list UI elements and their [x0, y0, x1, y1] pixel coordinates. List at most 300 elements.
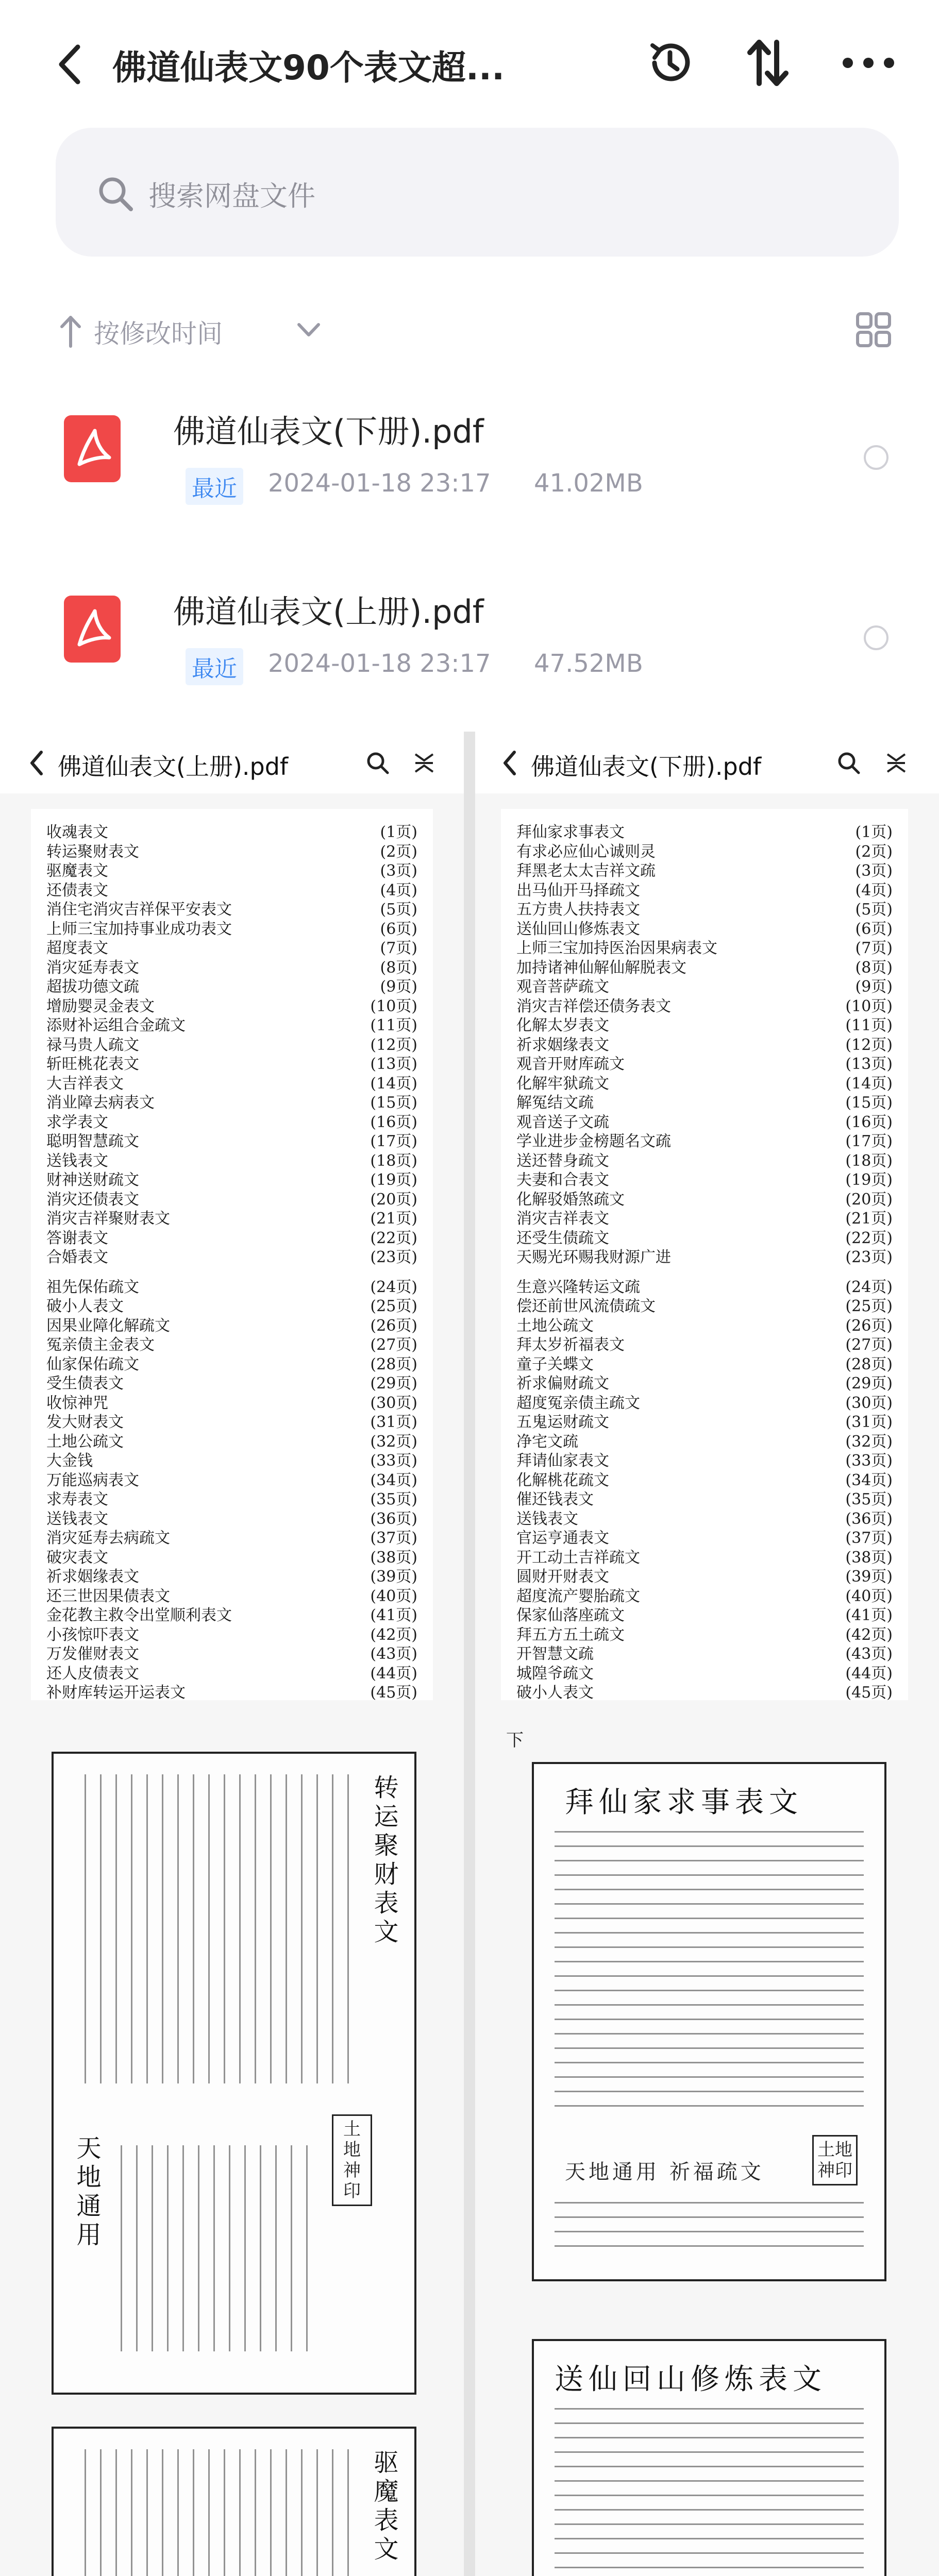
toc-entry-page: (28页) — [370, 1355, 417, 1374]
toc-entry — [516, 1225, 893, 1245]
toc-entry-title: 小孩惊吓表文 — [46, 1625, 139, 1644]
toc-entry-title: 财神送财疏文 — [46, 1171, 139, 1189]
back-button[interactable] — [46, 36, 93, 93]
toc-entry-title: 观音开财库疏文 — [516, 1055, 625, 1073]
toc-entry-title: 圆财开财表文 — [516, 1568, 609, 1586]
toc-entry — [46, 858, 417, 880]
toc-entry — [516, 1506, 893, 1526]
toc-entry-page: (9页) — [855, 978, 893, 996]
toc-entry — [46, 1012, 417, 1035]
toc-entry-title: 仙家保佑疏文 — [46, 1355, 139, 1374]
toc-entry — [46, 1564, 417, 1586]
file-datetime: 2024-01-18 23:17 — [268, 469, 491, 498]
toc-entry-page: (13页) — [370, 1055, 417, 1073]
toc-entry-title: 因果业障化解疏文 — [46, 1316, 170, 1335]
toc-entry-page: (32页) — [370, 1432, 417, 1451]
pane-header — [0, 732, 464, 793]
grid-view-icon — [856, 312, 892, 348]
toc-entry — [46, 1071, 417, 1093]
preview-right-pane — [475, 732, 939, 2576]
pdf-file-icon — [64, 415, 121, 482]
toc-entry-title: 催还钱表文 — [516, 1490, 594, 1509]
search-icon[interactable] — [837, 751, 861, 775]
toc-entry-title: 官运亨通表文 — [516, 1529, 609, 1547]
toc-entry-page: (45页) — [370, 1684, 417, 1702]
toc-entry-title: 禄马贵人疏文 — [46, 1036, 139, 1054]
pane-header — [475, 732, 939, 793]
toc-entry — [516, 1545, 893, 1567]
toc-entry — [46, 839, 417, 861]
toc-entry-title: 解冤结文疏 — [516, 1094, 594, 1112]
toc-entry — [516, 1187, 893, 1209]
toc-entry — [516, 1409, 893, 1429]
toc-entry — [46, 1244, 417, 1264]
toc-entry-title: 祈求偏财疏文 — [516, 1375, 609, 1393]
toc-entry-title: 金花教主救令出堂顺利表文 — [46, 1606, 232, 1624]
toc-entry-page: (33页) — [370, 1452, 417, 1470]
toc-entry — [516, 1313, 893, 1335]
toc-entry-page: (42页) — [370, 1625, 417, 1644]
toc-entry-title: 答谢表文 — [46, 1229, 108, 1247]
sort-label: 按修改时间 — [94, 319, 223, 349]
scan-page — [532, 2339, 886, 2576]
toc-entry-title: 斩旺桃花表文 — [46, 1055, 139, 1073]
toc-entry — [46, 1448, 417, 1470]
toc-entry-page: (31页) — [370, 1413, 417, 1431]
toc-entry-title: 添财补运组合金疏文 — [46, 1016, 186, 1035]
toc-entry-page: (8页) — [380, 958, 417, 977]
toc-entry-title: 还三世因果债表文 — [46, 1587, 170, 1605]
toc-entry-title: 还人皮债表文 — [46, 1664, 139, 1683]
toc-entry — [46, 1293, 417, 1313]
toc-entry-page: (19页) — [845, 1171, 893, 1189]
toc-entry-page: (30页) — [845, 1394, 893, 1412]
toc-entry-page: (22页) — [845, 1229, 893, 1247]
toc-entry — [516, 935, 893, 955]
toc-entry — [516, 1332, 893, 1354]
toc-entry — [516, 877, 893, 900]
toc-entry — [46, 1486, 417, 1509]
toc-entry-title: 化解牢狱疏文 — [516, 1074, 609, 1093]
toc-entry-page: (35页) — [845, 1490, 893, 1509]
toc-entry-title: 偿还前世风流债疏文 — [516, 1297, 656, 1315]
toc-entry-page: (14页) — [845, 1074, 893, 1093]
toc-entry-title: 冤亲债主金表文 — [46, 1336, 155, 1354]
toc-entry-title: 超度表文 — [46, 939, 108, 957]
toc-entry — [516, 1244, 893, 1264]
toc-entry-page: (9页) — [380, 978, 417, 996]
toc-entry-page: (4页) — [380, 881, 417, 900]
toc-entry-title: 开工动土吉祥疏文 — [516, 1548, 640, 1567]
toc-entry — [46, 1313, 417, 1335]
toc-entry-page: (25页) — [845, 1297, 893, 1315]
toc-entry-page: (14页) — [370, 1074, 417, 1093]
toc-entry-page: (36页) — [370, 1510, 417, 1528]
preview-left-pane — [0, 732, 464, 2576]
toc-entry-title: 五鬼运财疏文 — [516, 1413, 609, 1431]
toc-entry-page: (33页) — [845, 1452, 893, 1470]
toc-entry-title: 化解桃花疏文 — [516, 1471, 609, 1489]
toc-entry — [46, 1506, 417, 1526]
toc-entry-title: 生意兴隆转运文疏 — [516, 1278, 640, 1296]
toc-entry-page: (44页) — [370, 1664, 417, 1683]
toc-entry-page: (34页) — [370, 1471, 417, 1489]
toc-entry-title: 消灾延寿去病疏文 — [46, 1529, 170, 1547]
toc-entry — [46, 1090, 417, 1112]
toc-entry-title: 拜仙家求事表文 — [516, 823, 625, 841]
toc-entry — [516, 916, 893, 936]
pane-title: 佛道仙表文(上册).pdf — [58, 753, 289, 781]
search-input[interactable]: 搜索网盘文件 — [148, 180, 315, 212]
seal-stamp: 土地神印 — [332, 2114, 372, 2206]
toc-entry-title: 拜黑老太太吉祥文疏 — [516, 862, 656, 880]
toc-entry — [516, 1583, 893, 1603]
toc-entry-page: (6页) — [380, 920, 417, 938]
toc-entry-page: (5页) — [380, 901, 417, 919]
toc-entry — [46, 955, 417, 977]
toc-entry-title: 送钱表文 — [46, 1510, 108, 1528]
toc-entry — [516, 858, 893, 880]
toc-entry-title: 消灾吉祥表文 — [516, 1210, 609, 1228]
expand-icon[interactable] — [884, 751, 908, 775]
toc-entry-page: (26页) — [845, 1316, 893, 1335]
toc-entry — [516, 1467, 893, 1487]
toc-entry — [516, 1109, 893, 1129]
file-name: 佛道仙表文(下册).pdf — [173, 413, 484, 450]
toc-entry-page: (18页) — [845, 1151, 893, 1170]
toc-entry-title: 求学表文 — [46, 1113, 108, 1131]
toc-entry-title: 大吉祥表文 — [46, 1074, 124, 1093]
more-button[interactable] — [835, 32, 902, 94]
toc-entry-page: (21页) — [845, 1210, 893, 1228]
sort-button[interactable] — [737, 32, 799, 94]
chevron-left-icon[interactable] — [29, 750, 44, 776]
toc-entry-title: 还受生债疏文 — [516, 1229, 609, 1247]
toc-entry-title: 消灾吉祥聚财表文 — [46, 1210, 170, 1228]
select-radio[interactable] — [864, 445, 888, 470]
file-row[interactable] — [0, 392, 939, 531]
toc-entry-page: (8页) — [855, 958, 893, 977]
toc-entry — [46, 1602, 417, 1622]
expand-icon[interactable] — [412, 751, 436, 775]
toc-entry-title: 万发催财表文 — [46, 1645, 139, 1663]
chevron-left-icon — [57, 44, 82, 85]
toc-entry — [516, 1622, 893, 1644]
toc-entry — [516, 1071, 893, 1093]
toc-entry-page: (7页) — [855, 939, 893, 957]
toc-entry-title: 祈求姻缘表文 — [516, 1036, 609, 1054]
pane-divider — [464, 732, 475, 2576]
toc-entry-title: 祖先保佑疏文 — [46, 1278, 139, 1296]
toc-entry-title: 消灾还债表文 — [46, 1190, 139, 1209]
toc-entry-page: (40页) — [845, 1587, 893, 1605]
toc-entry-page: (20页) — [845, 1190, 893, 1209]
toc-entry — [46, 1187, 417, 1209]
toc-entry-title: 加持诸神仙解仙解脱表文 — [516, 958, 686, 977]
toc-entry-page: (11页) — [370, 1016, 417, 1035]
toc-entry — [516, 1032, 893, 1052]
toc-entry-page: (27页) — [370, 1336, 417, 1354]
toc-entry — [46, 916, 417, 936]
scan-title: 送仙回山修炼表文 — [555, 2363, 827, 2396]
toc-entry — [46, 1680, 417, 1702]
chevron-left-icon[interactable] — [502, 750, 517, 776]
toc-entry-title: 送钱表文 — [46, 1151, 108, 1170]
toc-entry — [46, 1429, 417, 1451]
toc-entry — [516, 1448, 893, 1470]
toc-entry-page: (5页) — [855, 901, 893, 919]
toc-entry — [516, 1429, 893, 1451]
toc-entry-page: (40页) — [370, 1587, 417, 1605]
toc-entry — [516, 1206, 893, 1228]
toc-entry-page: (36页) — [845, 1510, 893, 1528]
seal-stamp: 土地神印 — [812, 2135, 858, 2185]
sort-arrows-icon — [745, 37, 791, 89]
toc-entry — [46, 819, 417, 839]
toc-page — [31, 809, 433, 1700]
toc-entry-title: 城隍爷疏文 — [516, 1664, 594, 1683]
toc-entry-page: (35页) — [370, 1490, 417, 1509]
toc-entry-page: (39页) — [370, 1568, 417, 1586]
toc-entry-title: 破小人表文 — [516, 1684, 594, 1702]
toc-entry — [516, 1167, 893, 1187]
toc-entry — [46, 1409, 417, 1429]
toc-entry-title: 消灾延寿表文 — [46, 958, 139, 977]
toc-entry-page: (20页) — [370, 1190, 417, 1209]
history-icon — [645, 38, 695, 88]
scan-footer: 天地通用 祈福疏文 — [565, 2160, 764, 2184]
file-row[interactable] — [0, 572, 939, 711]
toc-entry-page: (45页) — [845, 1684, 893, 1702]
scan-page — [52, 1752, 416, 2395]
toc-entry — [46, 1583, 417, 1603]
toc-entry-page: (3页) — [380, 862, 417, 880]
toc-entry-title: 收魂表文 — [46, 823, 108, 841]
toc-entry — [46, 1274, 417, 1294]
toc-entry — [516, 1051, 893, 1071]
toc-entry-page: (43页) — [370, 1645, 417, 1663]
toc-entry-title: 拜太岁祈福表文 — [516, 1336, 625, 1354]
toc-entry — [516, 1525, 893, 1545]
toc-entry — [516, 1090, 893, 1112]
toc-entry-title: 童子关蝶文 — [516, 1355, 594, 1374]
page-title: 佛道仙表文90个表文超... — [112, 48, 505, 88]
toc-entry-title: 大金钱 — [46, 1452, 93, 1470]
scan-title: 拜仙家求事表文 — [565, 1786, 803, 1819]
toc-entry-page: (37页) — [845, 1529, 893, 1547]
toc-entry — [46, 974, 417, 996]
toc-entry-page: (23页) — [370, 1248, 417, 1266]
toc-entry-title: 驱魔表文 — [46, 862, 108, 880]
toc-entry-title: 收惊神咒 — [46, 1394, 108, 1412]
toc-entry — [516, 896, 893, 919]
toc-entry — [46, 993, 417, 1013]
toc-entry-page: (10页) — [845, 997, 893, 1015]
toc-entry-title: 消业障去病表文 — [46, 1094, 155, 1112]
toc-entry — [516, 1564, 893, 1586]
toc-entry — [46, 935, 417, 955]
file-size: 41.02MB — [534, 469, 643, 498]
toc-entry-page: (23页) — [845, 1248, 893, 1266]
toc-entry-title: 土地公疏文 — [46, 1432, 124, 1451]
toc-entry-page: (25页) — [370, 1297, 417, 1315]
file-name: 佛道仙表文(上册).pdf — [173, 593, 484, 631]
toc-entry-page: (24页) — [370, 1278, 417, 1296]
toc-entry-title: 学业进步金榜题名文疏 — [516, 1132, 671, 1150]
toc-entry-title: 超度流产婴胎疏文 — [516, 1587, 640, 1605]
toc-entry — [46, 1351, 417, 1374]
select-radio[interactable] — [864, 625, 888, 650]
toc-entry-page: (3页) — [855, 862, 893, 880]
toc-entry-title: 万能巡病表文 — [46, 1471, 139, 1489]
chevron-down-icon — [296, 319, 322, 340]
toc-entry — [516, 1128, 893, 1148]
toc-entry-page: (16页) — [845, 1113, 893, 1131]
pane-title: 佛道仙表文(下册).pdf — [531, 753, 762, 781]
toc-entry-page: (11页) — [845, 1016, 893, 1035]
scan-page — [52, 2427, 416, 2576]
toc-entry-page: (4页) — [855, 881, 893, 900]
toc-entry — [46, 1032, 417, 1052]
toc-entry-page: (2页) — [380, 842, 417, 861]
toc-entry — [516, 955, 893, 977]
grid-view-button[interactable] — [850, 307, 897, 353]
toc-entry-page: (12页) — [370, 1036, 417, 1054]
toc-entry-page: (44页) — [845, 1664, 893, 1683]
toc-entry — [46, 1225, 417, 1245]
toc-entry — [46, 1641, 417, 1663]
toc-entry-page: (15页) — [845, 1094, 893, 1112]
toc-entry — [516, 1370, 893, 1393]
toc-entry-page: (28页) — [845, 1355, 893, 1374]
toc-entry-title: 拜五方五土疏文 — [516, 1625, 625, 1644]
toc-entry — [516, 1148, 893, 1170]
toc-entry-page: (38页) — [845, 1548, 893, 1567]
sort-selector[interactable] — [58, 309, 326, 350]
toc-entry-title: 还债表文 — [46, 881, 108, 900]
scan-signature: 天地通用 — [72, 2135, 101, 2250]
scan-title: 驱魔表文 — [370, 2449, 398, 2565]
toc-entry — [46, 1525, 417, 1545]
toc-entry-page: (27页) — [845, 1336, 893, 1354]
toc-entry — [46, 1545, 417, 1567]
toc-entry-page: (43页) — [845, 1645, 893, 1663]
toc-page — [501, 809, 908, 1700]
toc-entry-page: (32页) — [845, 1432, 893, 1451]
toc-entry-title: 消住宅消灾吉祥保平安表文 — [46, 901, 232, 919]
toc-entry-title: 合婚表文 — [46, 1248, 108, 1266]
toc-entry — [516, 1012, 893, 1035]
toc-entry-title: 化解太岁表文 — [516, 1016, 609, 1035]
toc-entry-title: 送钱表文 — [516, 1510, 578, 1528]
toc-entry-title: 出马仙开马择疏文 — [516, 881, 640, 900]
toc-entry-page: (1页) — [380, 823, 417, 841]
page-mark: 下 — [506, 1730, 524, 1751]
scan-text-columns — [85, 2449, 353, 2576]
toc-entry — [46, 1148, 417, 1170]
toc-entry-page: (41页) — [845, 1606, 893, 1624]
toc-entry-page: (30页) — [370, 1394, 417, 1412]
toc-entry-title: 五方贵人扶持表文 — [516, 901, 640, 919]
toc-entry-title: 化解驳婚煞疏文 — [516, 1190, 625, 1209]
toc-entry-page: (22页) — [370, 1229, 417, 1247]
toc-entry-page: (29页) — [845, 1375, 893, 1393]
toc-entry — [46, 1109, 417, 1129]
scan-page — [532, 1762, 886, 2281]
toc-entry-title: 超度冤亲债主疏文 — [516, 1394, 640, 1412]
more-dots-icon — [840, 55, 897, 71]
search-icon — [97, 175, 134, 212]
toc-entry — [46, 1206, 417, 1228]
toc-entry-title: 土地公疏文 — [516, 1316, 594, 1335]
toc-entry — [516, 1274, 893, 1294]
toc-entry — [516, 839, 893, 861]
search-bar[interactable] — [56, 128, 899, 257]
toc-entry — [46, 896, 417, 919]
toc-entry-page: (29页) — [370, 1375, 417, 1393]
scan-text-lines — [555, 1831, 864, 2120]
recent-badge: 最近 — [186, 468, 243, 505]
toc-entry-title: 净宅文疏 — [516, 1432, 578, 1451]
scan-footer-columns — [121, 2145, 316, 2351]
toc-entry-title: 增励婴灵金表文 — [46, 997, 155, 1015]
toc-entry-title: 开智慧文疏 — [516, 1645, 594, 1663]
toc-entry — [46, 1390, 417, 1410]
toc-entry-title: 夫妻和合表文 — [516, 1171, 609, 1189]
scan-text-columns — [85, 1774, 353, 2083]
toc-entry — [46, 1622, 417, 1644]
toc-entry — [516, 1602, 893, 1622]
file-size: 47.52MB — [534, 649, 643, 678]
toc-entry — [516, 1660, 893, 1683]
toc-entry-title: 发大财表文 — [46, 1413, 124, 1431]
toc-entry-page: (17页) — [370, 1132, 417, 1150]
search-icon[interactable] — [366, 751, 390, 775]
toc-entry-title: 观音送子文疏 — [516, 1113, 609, 1131]
toc-entry — [516, 819, 893, 839]
pdf-file-icon — [64, 596, 121, 663]
file-datetime: 2024-01-18 23:17 — [268, 649, 491, 678]
toc-entry-page: (15页) — [370, 1094, 417, 1112]
toc-entry-title: 破灾表文 — [46, 1548, 108, 1567]
toc-entry-title: 受生债表文 — [46, 1375, 124, 1393]
toc-entry-title: 送还替身疏文 — [516, 1151, 609, 1170]
toc-entry-page: (7页) — [380, 939, 417, 957]
toc-entry-page: (39页) — [845, 1568, 893, 1586]
toc-entry-title: 天赐光环赐我财源广进 — [516, 1248, 671, 1266]
history-button[interactable] — [639, 32, 701, 94]
toc-entry-page: (26页) — [370, 1316, 417, 1335]
toc-entry-page: (1页) — [855, 823, 893, 841]
toc-entry-page: (41页) — [370, 1606, 417, 1624]
toc-entry — [46, 877, 417, 900]
toc-entry-page: (16页) — [370, 1113, 417, 1131]
toc-entry-page: (10页) — [370, 997, 417, 1015]
toc-entry-page: (42页) — [845, 1625, 893, 1644]
toc-entry-page: (17页) — [845, 1132, 893, 1150]
toc-entry — [516, 1351, 893, 1374]
scan-title: 转运聚财表文 — [370, 1774, 398, 1947]
toc-entry — [46, 1660, 417, 1683]
toc-entry — [516, 1641, 893, 1663]
toc-entry-title: 有求必应仙心诚则灵 — [516, 842, 656, 861]
toc-entry — [46, 1467, 417, 1487]
toc-entry-page: (24页) — [845, 1278, 893, 1296]
toc-entry-page: (19页) — [370, 1171, 417, 1189]
toc-entry-title: 求寿表文 — [46, 1490, 108, 1509]
toc-entry-page: (13页) — [845, 1055, 893, 1073]
toc-entry-title: 上师三宝加持事业成功表文 — [46, 920, 232, 938]
